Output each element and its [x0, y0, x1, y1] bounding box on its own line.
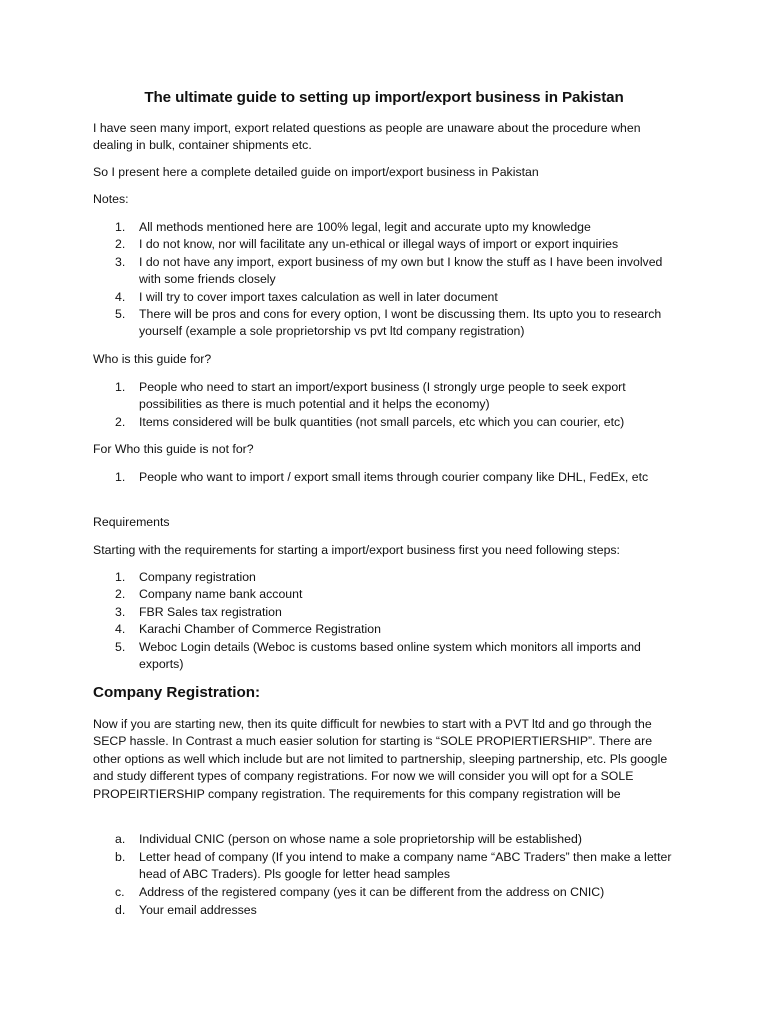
company-registration-item-marker: b. [115, 850, 126, 864]
notes-heading: Notes: [93, 192, 129, 206]
intro-paragraph-2: So I present here a complete detailed guide on import/export business in Pakistan [93, 165, 539, 179]
company-registration-item: Individual CNIC (person on whose name a sole proprietorship will be established) [139, 832, 582, 846]
document-title: The ultimate guide to setting up import/export business in Pakistan [144, 89, 624, 106]
company-registration-heading: Company Registration: [93, 684, 261, 701]
requirements-item-marker: 3. [115, 605, 126, 619]
company-registration-item: Your email addresses [139, 903, 257, 917]
company-registration-item: Letter head of company (If you intend to make a company name “ABC Traders” then make a letter head of ABC Traders). Pls google for letter head samples [139, 850, 672, 882]
who-for-item: People who need to start an import/export business (I strongly urge people to seek export possibilities as there is much potential and it helps the economy) [139, 380, 626, 412]
notes-item: I will try to cover import taxes calculation as well in later document [139, 290, 498, 304]
requirements-item: Company registration [139, 570, 256, 584]
requirements-item-marker: 5. [115, 640, 126, 654]
notes-item-marker: 1. [115, 220, 126, 234]
notes-item: All methods mentioned here are 100% legal, legit and accurate upto my knowledge [139, 220, 591, 234]
company-registration-item-marker: c. [115, 885, 125, 899]
intro-paragraph-1: I have seen many import, export related questions as people are unaware about the procedure when dealing in bulk, container shipments etc. [93, 121, 641, 153]
requirements-item-marker: 2. [115, 587, 126, 601]
not-for-item-marker: 1. [115, 470, 126, 484]
notes-item: There will be pros and cons for every option, I wont be discussing them. Its upto you to research yourself (example a sole proprietorship vs pvt ltd company registration) [139, 307, 662, 339]
requirements-intro: Starting with the requirements for starting a import/export business first you need following steps: [93, 543, 620, 557]
company-registration-item-marker: d. [115, 903, 126, 917]
who-for-item-marker: 1. [115, 380, 126, 394]
who-for-item: Items considered will be bulk quantities (not small parcels, etc which you can courier, etc) [139, 415, 625, 429]
notes-item-marker: 4. [115, 290, 126, 304]
requirements-heading: Requirements [93, 515, 170, 529]
not-for-item: People who want to import / export small items through courier company like DHL, FedEx, etc [139, 470, 649, 484]
company-registration-item: Address of the registered company (yes it can be different from the address on CNIC) [139, 885, 605, 899]
notes-item: I do not know, nor will facilitate any un-ethical or illegal ways of import or export inquiries [139, 237, 619, 251]
requirements-item-marker: 4. [115, 622, 126, 636]
who-for-heading: Who is this guide for? [93, 352, 212, 366]
company-registration-item-marker: a. [115, 832, 126, 846]
notes-item-marker: 5. [115, 307, 126, 321]
not-for-heading: For Who this guide is not for? [93, 442, 254, 456]
notes-item-marker: 2. [115, 237, 126, 251]
who-for-item-marker: 2. [115, 415, 126, 429]
requirements-item: FBR Sales tax registration [139, 605, 282, 619]
requirements-item: Karachi Chamber of Commerce Registration [139, 622, 381, 636]
requirements-item: Company name bank account [139, 587, 303, 601]
notes-item-marker: 3. [115, 255, 126, 269]
requirements-item-marker: 1. [115, 570, 126, 584]
requirements-item: Weboc Login details (Weboc is customs based online system which monitors all imports and exports) [139, 640, 641, 672]
company-registration-paragraph: Now if you are starting new, then its quite difficult for newbies to start with a PVT ltd and go through the SECP hassle. In Contrast a much easier solution for starting is “SOLE PROPIERTIERSHIP”. There are other options as well which include but are not limited to partnership, sleeping partnership, etc. Pls google and study different types of company registrations. For now we will consider you will opt for a SOLE PROPEIRTIERSHIP company registration. The requirements for this company registration will be [93, 717, 668, 801]
notes-item: I do not have any import, export business of my own but I know the stuff as I have been involved with some friends closely [139, 255, 663, 287]
